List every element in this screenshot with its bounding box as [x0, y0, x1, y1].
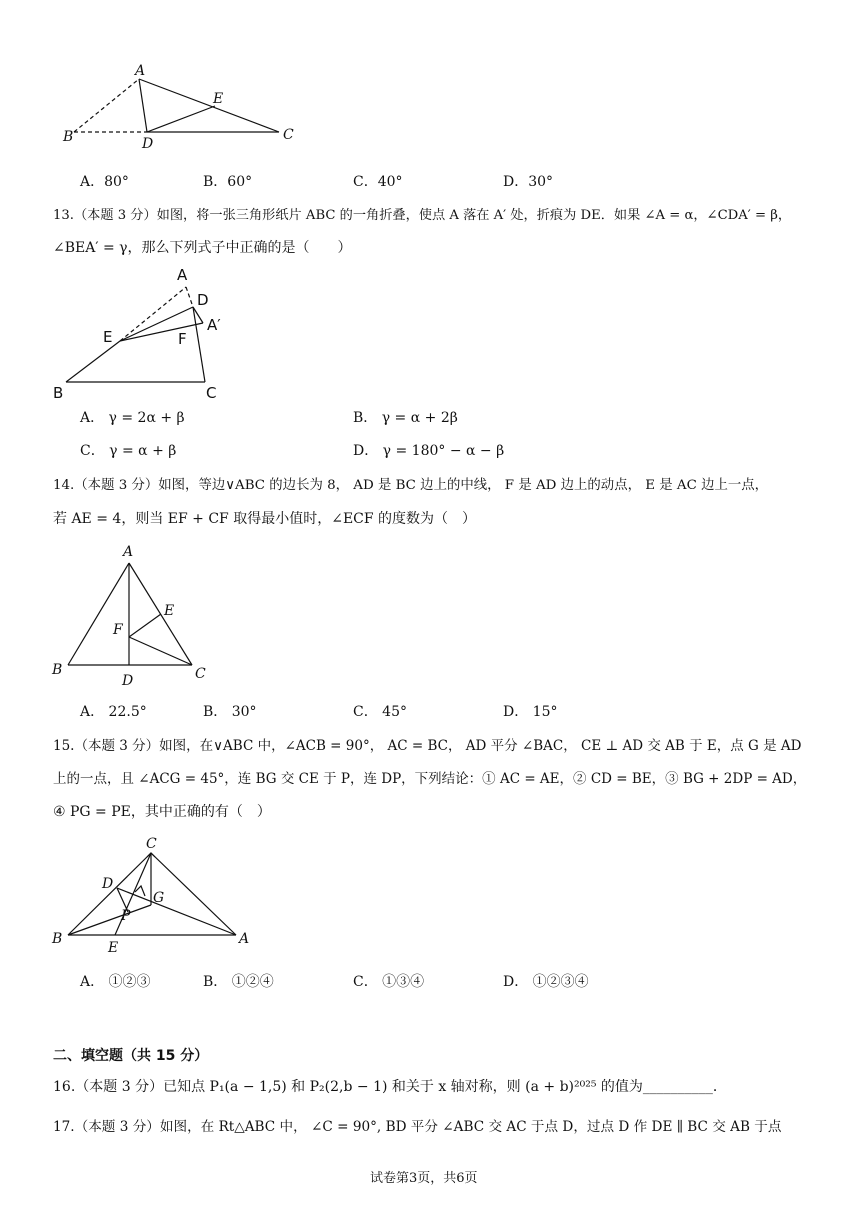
q15-option-c: C． ①③④ [353, 974, 425, 990]
fig15-label-e: E [108, 940, 119, 956]
q14-option-c: C． 45° [353, 704, 407, 720]
fig15-label-b: B [52, 931, 63, 947]
fig13-label-b: B [53, 384, 64, 402]
fig12-label-e: E [213, 91, 224, 107]
q14-option-d: D． 15° [503, 704, 558, 720]
fig13-label-ap: A′ [207, 316, 221, 334]
fig13-label-d: D [197, 291, 209, 309]
fig13-label-c: C [206, 384, 217, 402]
fig12-label-d: D [142, 136, 154, 152]
q15-option-b: B． ①②④ [203, 974, 274, 990]
q13-stem-line2: ∠BEA′ = γ，那么下列式子中正确的是（ ） [53, 240, 352, 256]
fig15-label-d: D [102, 876, 114, 892]
page-footer: 试卷第3页，共6页 [370, 1171, 478, 1186]
q12-option-b: B．60° [203, 174, 253, 190]
q15-option-d: D． ①②③④ [503, 974, 589, 990]
q17-stem: 17.（本题 3 分）如图，在 Rt△ABC 中， ∠C = 90°, BD 平分 ∠ABC 交 AC 于点 D，过点 D 作 DE ∥ BC 交 AB 于点 [53, 1119, 782, 1135]
fig15-label-g: G [153, 890, 165, 906]
q14-stem-line1: 14.（本题 3 分）如图，等边∨ABC 的边长为 8， AD 是 BC 边上的中线， F 是 AD 边上的动点， E 是 AC 边上一点， [53, 478, 769, 493]
q14-stem-line2: 若 AE = 4，则当 EF + CF 取得最小值时，∠ECF 的度数为（ ） [53, 511, 477, 527]
q13-option-a: A． γ = 2α + β [80, 410, 185, 426]
q14-option-b: B． 30° [203, 704, 257, 720]
q12-option-a: A．80° [80, 174, 129, 190]
q13-option-d: D． γ = 180° − α − β [353, 443, 505, 459]
q12-option-c: C．40° [353, 174, 403, 190]
q15-option-a: A． ①②③ [80, 974, 151, 990]
fig14-label-c: C [195, 666, 206, 682]
fig13-label-a: A [177, 266, 188, 284]
fig14-label-a: A [123, 544, 134, 560]
fig14-label-e: E [164, 603, 175, 619]
q14-option-a: A． 22.5° [80, 704, 147, 720]
fig15-label-c: C [146, 836, 157, 852]
fig14-label-f: F [113, 622, 123, 638]
fig15-label-p: P [121, 908, 131, 924]
section-2-heading: 二、填空题（共 15 分） [53, 1048, 209, 1064]
fig13-label-f: F [178, 330, 187, 348]
q15-stem-line2: 上的一点，且 ∠ACG = 45°，连 BG 交 CE 于 P，连 DP，下列结论：① AC = AE，② CD = BE，③ BG + 2DP = AD， [53, 771, 807, 787]
q12-option-d: D．30° [503, 174, 554, 190]
fig12-label-a: A [135, 63, 146, 79]
fig14-label-d: D [122, 673, 134, 689]
q15-stem-line3: ④ PG = PE，其中正确的有（ ） [53, 804, 271, 820]
fig12-label-c: C [283, 127, 294, 143]
fig14-label-b: B [52, 662, 63, 678]
fig15-label-a: A [239, 931, 250, 947]
q16-stem: 16.（本题 3 分）已知点 P₁(a − 1,5) 和 P₂(2,b − 1) 和关于 x 轴对称，则 (a + b)²⁰²⁵ 的值为__________． [53, 1079, 727, 1095]
q13-option-b: B． γ = α + 2β [353, 410, 458, 426]
fig12-label-b: B [63, 129, 74, 145]
q15-stem-line1: 15.（本题 3 分）如图，在∨ABC 中，∠ACB = 90°， AC = BC， AD 平分 ∠BAC， CE ⊥ AD 交 AB 于 E，点 G 是 AD [53, 738, 802, 754]
q13-option-c: C． γ = α + β [80, 443, 177, 459]
fig13-label-e: E [103, 328, 113, 346]
q13-stem-line1: 13.（本题 3 分）如图，将一张三角形纸片 ABC 的一角折叠，使点 A 落在 A′ 处，折痕为 DE．如果 ∠A = α，∠CDA′ = β， [53, 208, 792, 223]
